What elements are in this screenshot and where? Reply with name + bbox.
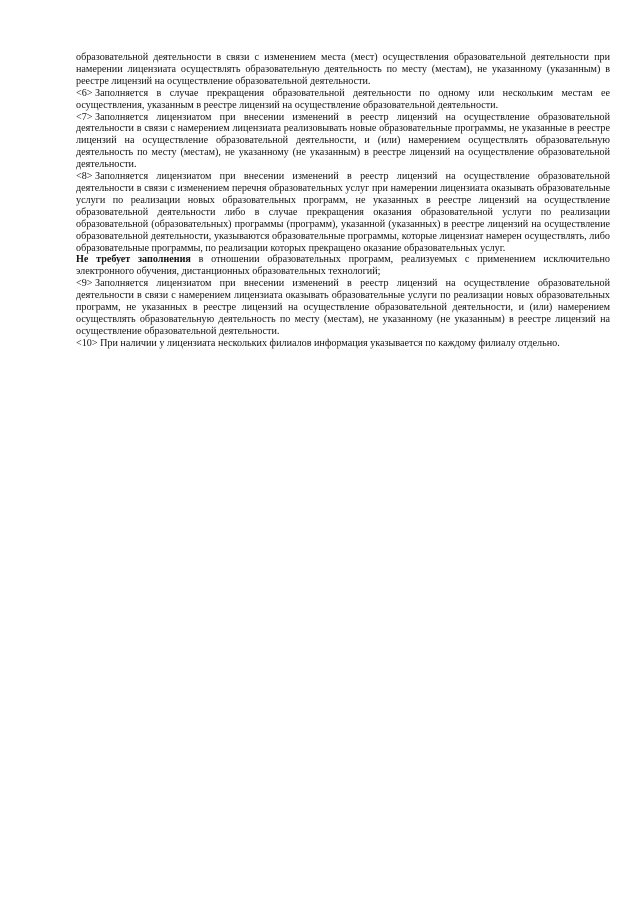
footnote-marker: <10> [76, 337, 98, 349]
footnote-text: Заполняется лицензиатом при внесении изменений в реестр лицензий на осуществление образовательной деятельности в связи с намерением лицензиата реализовывать новые образовательные программы, не указанные в реестре лицензий на осуществление образовательной деятельности, и (или) намерением осуществлять образовательную деятельность по месту (местам), не указанному (не указанным) в реестре лицензий на осуществление образовательной деятельности. [76, 111, 610, 171]
footnote-text: образовательной деятельности в связи с изменением места (мест) осуществления образовательной деятельности при намерении лицензиата осуществлять образовательную деятельность по месту (местам), не указанному (указанным) в реестре лицензий на осуществление образовательной деятельности. [76, 52, 610, 87]
footnote-10 [76, 338, 610, 350]
footnote-text: Заполняется лицензиатом при внесении изменений в реестр лицензий на осуществление образовательной деятельности в связи с изменением перечня образовательных услуг при намерении лицензиата оказывать образовательные услуги по реализации новых образовательных программ, не указанных в реестре лицензий на осуществление образовательной деятельности либо в случае прекращения оказания образовательной услуги по реализации образовательной (образовательных) программы (программ), указанной (указанных) в реестре лицензий на осуществление образовательной деятельности, указываются образовательные программы, которые лицензиат намерен осуществлять, либо образовательные программы, по реализации которых прекращено оказание образовательных услуг. [76, 171, 610, 254]
footnote-continuation [76, 52, 610, 88]
footnote-6 [76, 88, 610, 112]
footnote-marker: <6> [76, 87, 93, 99]
footnote-8 [76, 171, 610, 254]
footnote-marker: <8> [76, 171, 93, 183]
emphasis-lead: Не требует заполнения [76, 254, 191, 266]
note-text: в отношении образовательных программ, реализуемых с применением исключительно электронного обучения, дистанционных образовательных технологий; [76, 254, 610, 278]
footnote-7 [76, 112, 610, 172]
footnote-text: Заполняется в случае прекращения образовательной деятельности по одному или нескольким местам ее осуществления, указанным в реестре лицензий на осуществление образовательной деятельности. [76, 87, 610, 111]
footnote-marker: <9> [76, 278, 93, 290]
footnote-9 [76, 278, 610, 338]
footnote-text: При наличии у лицензиата нескольких филиалов информация указывается по каждому филиалу отдельно. [100, 337, 560, 349]
footnote-text: Заполняется лицензиатом при внесении изменений в реестр лицензий на осуществление образовательной деятельности в связи с намерением лицензиата оказывать образовательные услуги по реализации новых образовательных программ, не указанных в реестре лицензий на осуществление образовательной деятельности, и (или) намерением осуществлять образовательную деятельность по месту (местам), не указанному (не указанным) в реестре лицензий на осуществление образовательной деятельности. [76, 278, 610, 337]
document-page [76, 52, 610, 350]
note-not-required [76, 254, 610, 278]
footnote-marker: <7> [76, 111, 93, 123]
